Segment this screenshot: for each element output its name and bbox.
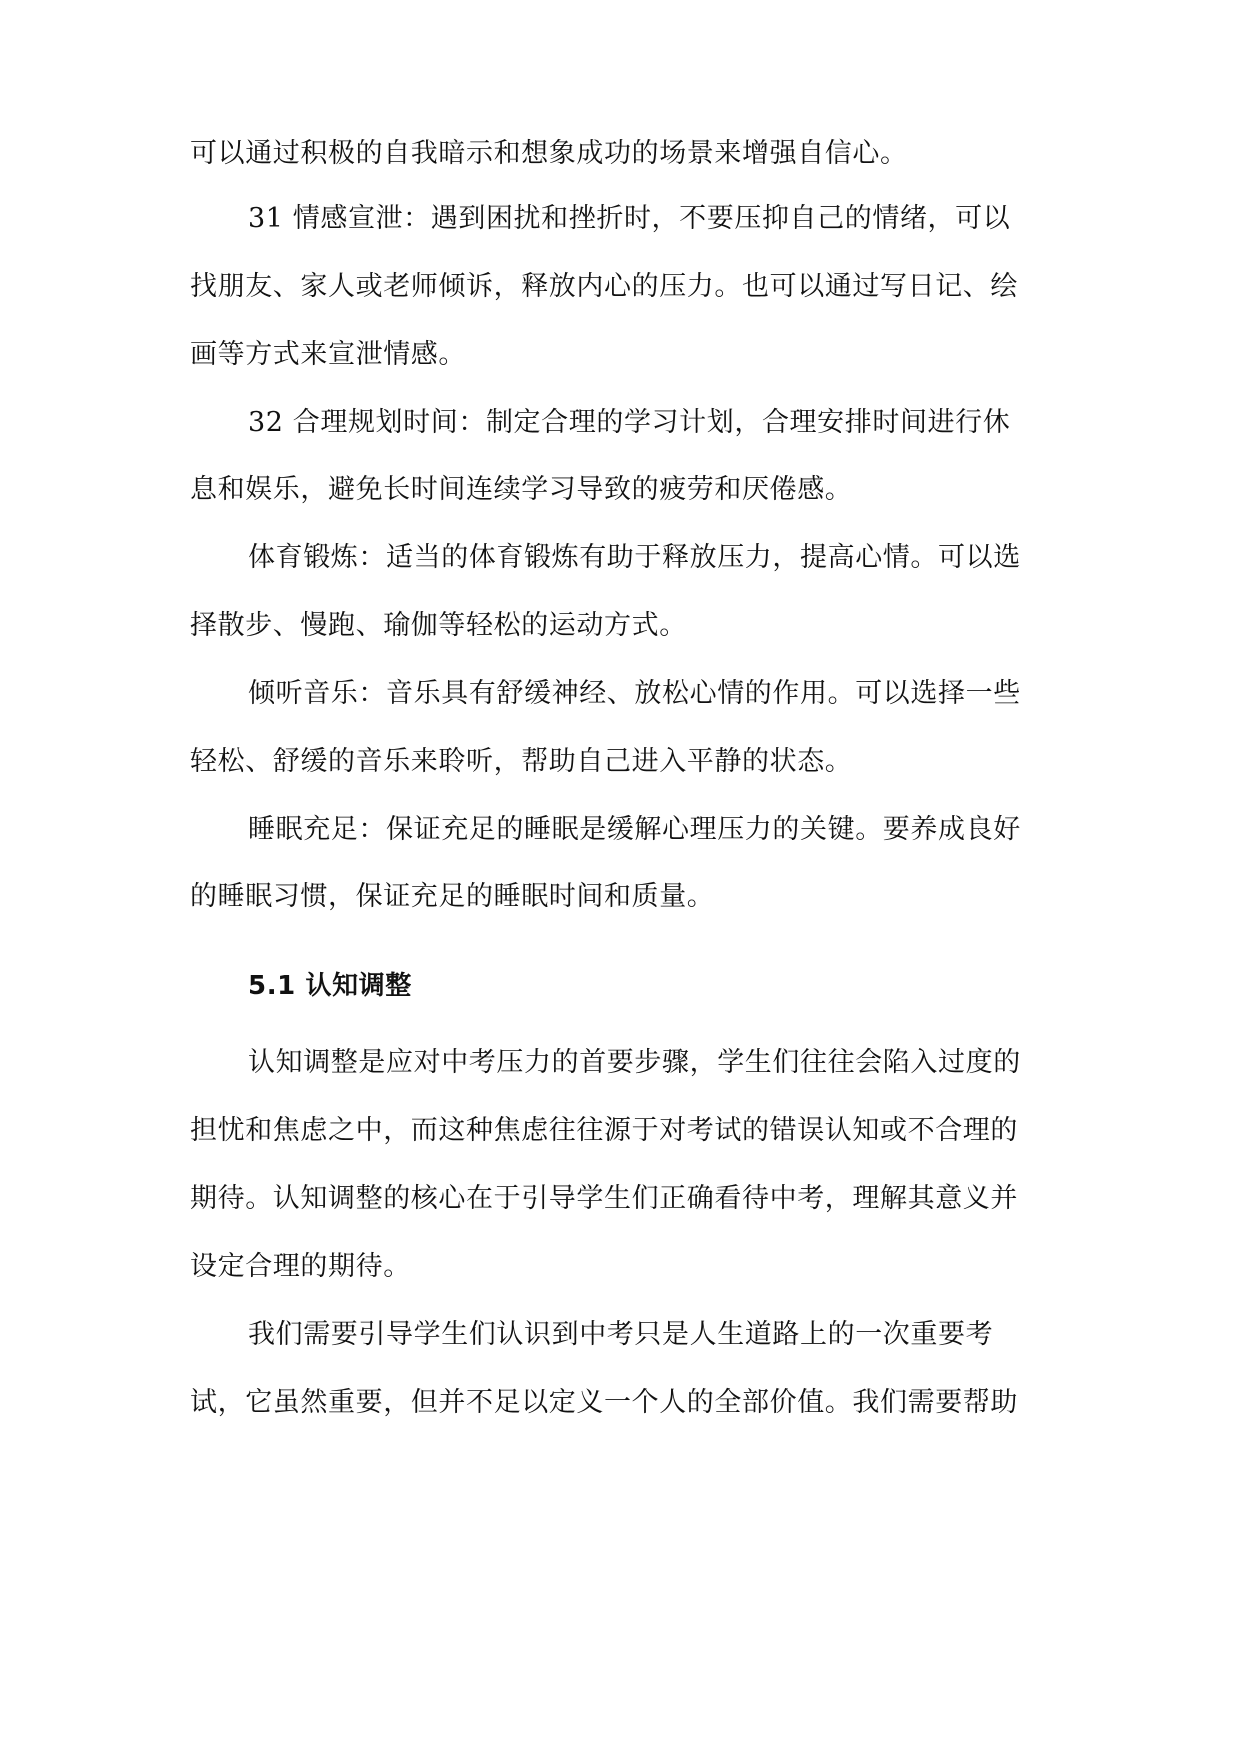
para-music-line-1: 倾听音乐：音乐具有舒缓神经、放松心情的作用。可以选择一些: [248, 678, 1021, 709]
para-31-line-1: 31 情感宣泄：遇到困扰和挫折时，不要压抑自己的情绪，可以: [248, 203, 1011, 234]
para-cognitive-line-3: 期待。认知调整的核心在于引导学生们正确看待中考，理解其意义并: [190, 1183, 1018, 1214]
para-music-line-2: 轻松、舒缓的音乐来聆听，帮助自己进入平静的状态。: [190, 746, 853, 777]
para-intro-line-1: 可以通过积极的自我暗示和想象成功的场景来增强自信心。: [190, 138, 908, 169]
para-31-line-2: 找朋友、家人或老师倾诉，释放内心的压力。也可以通过写日记、绘: [190, 271, 1018, 302]
para-cognitive-line-2: 担忧和焦虑之中，而这种焦虑往往源于对考试的错误认知或不合理的: [190, 1115, 1018, 1146]
para-sleep-line-1: 睡眠充足：保证充足的睡眠是缓解心理压力的关键。要养成良好: [248, 814, 1021, 845]
para-exercise-line-2: 择散步、慢跑、瑜伽等轻松的运动方式。: [190, 610, 687, 641]
para-31-line-3: 画等方式来宣泄情感。: [190, 339, 466, 370]
para-guide-line-1: 我们需要引导学生们认识到中考只是人生道路上的一次重要考: [248, 1319, 994, 1350]
para-cognitive-line-1: 认知调整是应对中考压力的首要步骤，学生们往往会陷入过度的: [248, 1047, 1021, 1078]
para-guide-line-2: 试，它虽然重要，但并不足以定义一个人的全部价值。我们需要帮助: [190, 1387, 1018, 1418]
section-heading: 5.1 认知调整: [248, 971, 412, 1001]
para-32-line-1: 32 合理规划时间：制定合理的学习计划，合理安排时间进行休: [248, 407, 1011, 438]
para-32-line-2: 息和娱乐，避免长时间连续学习导致的疲劳和厌倦感。: [190, 474, 853, 505]
para-cognitive-line-4: 设定合理的期待。: [190, 1251, 411, 1282]
para-exercise-line-1: 体育锻炼：适当的体育锻炼有助于释放压力，提高心情。可以选: [248, 542, 1021, 573]
para-sleep-line-2: 的睡眠习惯，保证充足的睡眠时间和质量。: [190, 881, 715, 912]
